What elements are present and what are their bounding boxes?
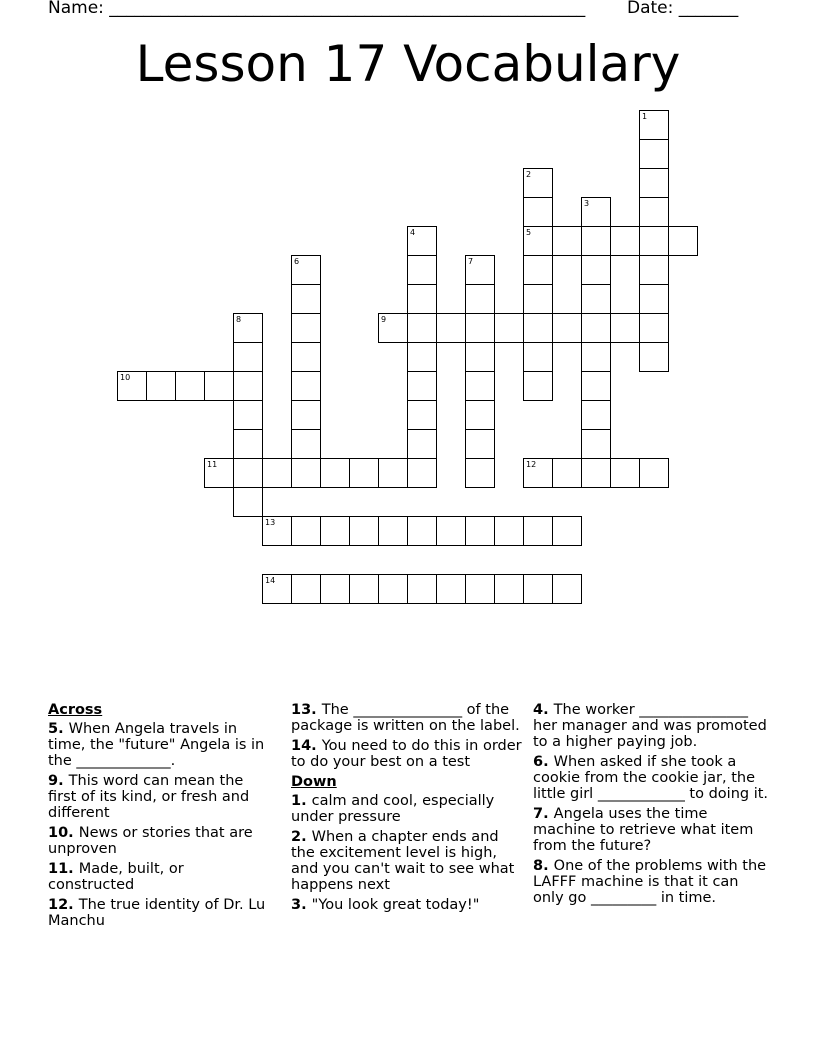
crossword-cell[interactable] xyxy=(465,458,495,488)
clue-number-label: 4. xyxy=(533,702,554,718)
crossword-cell[interactable] xyxy=(349,516,379,546)
clue-item xyxy=(48,721,274,769)
clue-number: 11 xyxy=(207,460,218,469)
crossword-cell[interactable] xyxy=(581,371,611,401)
crossword-cell[interactable] xyxy=(436,516,466,546)
crossword-cell[interactable] xyxy=(117,371,147,401)
crossword-cell[interactable] xyxy=(465,255,495,285)
crossword-cell[interactable] xyxy=(552,574,582,604)
clue-text: When Angela travels in time, the "future" Angela is in the _____________. xyxy=(48,721,265,769)
page-title: Lesson 17 Vocabulary xyxy=(135,35,681,93)
crossword-cell[interactable] xyxy=(494,574,524,604)
crossword-cell[interactable] xyxy=(262,574,292,604)
crossword-cell[interactable] xyxy=(320,516,350,546)
crossword-cell[interactable] xyxy=(581,226,611,256)
clue-number-label: 7. xyxy=(533,806,554,822)
crossword-cell[interactable] xyxy=(552,458,582,488)
crossword-cell[interactable] xyxy=(291,400,321,430)
clue-item xyxy=(533,858,769,906)
crossword-cell[interactable] xyxy=(639,255,669,285)
clue-number: 5 xyxy=(526,228,532,237)
name-field-label: Name: ________________________________________________________ xyxy=(48,0,586,18)
crossword-cell[interactable] xyxy=(407,371,437,401)
crossword-cell[interactable] xyxy=(233,313,263,343)
crossword-cell[interactable] xyxy=(581,458,611,488)
crossword-cell[interactable] xyxy=(262,458,292,488)
crossword-cell[interactable] xyxy=(523,516,553,546)
crossword-cell[interactable] xyxy=(233,458,263,488)
clue-item xyxy=(291,829,523,893)
clue-number-label: 6. xyxy=(533,754,554,770)
crossword-cell[interactable] xyxy=(552,226,582,256)
clue-number: 8 xyxy=(236,315,242,324)
crossword-cell[interactable] xyxy=(581,313,611,343)
clue-text: You need to do this in order to do your best on a test xyxy=(291,738,522,770)
crossword-cell[interactable] xyxy=(610,313,640,343)
crossword-cell[interactable] xyxy=(465,574,495,604)
clue-number-label: 8. xyxy=(533,858,554,874)
clue-number: 6 xyxy=(294,257,300,266)
crossword-cell[interactable] xyxy=(291,284,321,314)
crossword-cell[interactable] xyxy=(523,371,553,401)
crossword-cell[interactable] xyxy=(523,226,553,256)
crossword-cell[interactable] xyxy=(407,458,437,488)
crossword-cell[interactable] xyxy=(639,226,669,256)
crossword-cell[interactable] xyxy=(465,313,495,343)
crossword-cell[interactable] xyxy=(407,284,437,314)
crossword-cell[interactable] xyxy=(494,313,524,343)
clue-number-label: 3. xyxy=(291,897,312,913)
crossword-cell[interactable] xyxy=(233,487,263,517)
crossword-cell[interactable] xyxy=(639,313,669,343)
crossword-cell[interactable] xyxy=(146,371,176,401)
crossword-cell[interactable] xyxy=(349,574,379,604)
crossword-cell[interactable] xyxy=(581,284,611,314)
crossword-cell[interactable] xyxy=(175,371,205,401)
crossword-cell[interactable] xyxy=(407,574,437,604)
crossword-cell[interactable] xyxy=(465,400,495,430)
crossword-cell[interactable] xyxy=(581,429,611,459)
crossword-cell[interactable] xyxy=(291,516,321,546)
crossword-cell[interactable] xyxy=(552,313,582,343)
crossword-cell[interactable] xyxy=(610,226,640,256)
crossword-cell[interactable] xyxy=(523,574,553,604)
crossword-cell[interactable] xyxy=(291,429,321,459)
crossword-cell[interactable] xyxy=(523,168,553,198)
clue-number-label: 2. xyxy=(291,829,312,845)
crossword-cell[interactable] xyxy=(639,168,669,198)
crossword-cell[interactable] xyxy=(291,574,321,604)
clue-number: 10 xyxy=(120,373,131,382)
clue-item xyxy=(533,702,769,750)
clue-text: "You look great today!" xyxy=(311,897,480,913)
clue-text: When a chapter ends and the excitement level is high, and you can't wait to see what happens next xyxy=(291,829,515,893)
clue-item xyxy=(291,738,523,770)
clue-number-label: 11. xyxy=(48,861,79,877)
crossword-cell[interactable] xyxy=(233,371,263,401)
crossword-cell[interactable] xyxy=(581,255,611,285)
clue-item xyxy=(48,897,274,929)
clue-number: 13 xyxy=(265,518,276,527)
clue-text: This word can mean the first of its kind, or fresh and different xyxy=(48,773,250,821)
crossword-cell[interactable] xyxy=(407,400,437,430)
crossword-cell[interactable] xyxy=(407,342,437,372)
crossword-cell[interactable] xyxy=(523,313,553,343)
crossword-cell[interactable] xyxy=(204,371,234,401)
crossword-cell[interactable] xyxy=(610,458,640,488)
clue-number: 1 xyxy=(642,112,648,121)
clue-text: Made, built, or constructed xyxy=(48,861,184,893)
clue-number: 3 xyxy=(584,199,590,208)
crossword-cell[interactable] xyxy=(204,458,234,488)
clues-column-1 xyxy=(48,702,274,933)
clue-item xyxy=(48,825,274,857)
crossword-cell[interactable] xyxy=(581,342,611,372)
crossword-cell[interactable] xyxy=(233,342,263,372)
crossword-cell[interactable] xyxy=(378,458,408,488)
clue-number: 14 xyxy=(265,576,276,585)
crossword-cell[interactable] xyxy=(639,139,669,169)
clue-item xyxy=(48,861,274,893)
crossword-cell[interactable] xyxy=(436,313,466,343)
crossword-cell[interactable] xyxy=(291,255,321,285)
clue-text: The _______________ of the package is written on the label. xyxy=(291,702,520,734)
crossword-cell[interactable] xyxy=(465,516,495,546)
crossword-cell[interactable] xyxy=(639,342,669,372)
crossword-cell[interactable] xyxy=(494,516,524,546)
crossword-cell[interactable] xyxy=(523,342,553,372)
clues-column-2 xyxy=(291,702,523,917)
clue-number-label: 13. xyxy=(291,702,322,718)
clue-number: 9 xyxy=(381,315,387,324)
clue-text: Angela uses the time machine to retrieve what item from the future? xyxy=(533,806,754,854)
crossword-cell[interactable] xyxy=(552,516,582,546)
crossword-cell[interactable] xyxy=(378,516,408,546)
clue-number-label: 14. xyxy=(291,738,322,754)
clue-item xyxy=(533,806,769,854)
crossword-cell[interactable] xyxy=(523,255,553,285)
crossword-cell[interactable] xyxy=(291,313,321,343)
crossword-cell[interactable] xyxy=(639,458,669,488)
crossword-cell[interactable] xyxy=(233,400,263,430)
across-heading: Across xyxy=(48,702,103,718)
crossword-cell[interactable] xyxy=(407,516,437,546)
crossword-cell[interactable] xyxy=(639,197,669,227)
clue-number: 4 xyxy=(410,228,416,237)
clue-number: 12 xyxy=(526,460,537,469)
crossword-cell[interactable] xyxy=(407,226,437,256)
crossword-cell[interactable] xyxy=(320,458,350,488)
clue-item xyxy=(48,773,274,821)
crossword-cell[interactable] xyxy=(465,429,495,459)
down-heading: Down xyxy=(291,774,337,790)
crossword-cell[interactable] xyxy=(639,110,669,140)
crossword-cell[interactable] xyxy=(465,342,495,372)
clue-number-label: 9. xyxy=(48,773,69,789)
crossword-cell[interactable] xyxy=(291,342,321,372)
clue-text: One of the problems with the LAFFF machine is that it can only go _________ in time. xyxy=(533,858,767,906)
clue-number: 2 xyxy=(526,170,532,179)
crossword-cell[interactable] xyxy=(436,574,466,604)
crossword-cell[interactable] xyxy=(407,429,437,459)
clue-number-label: 12. xyxy=(48,897,79,913)
crossword-cell[interactable] xyxy=(581,400,611,430)
crossword-cell[interactable] xyxy=(523,458,553,488)
crossword-cell[interactable] xyxy=(407,313,437,343)
crossword-cell[interactable] xyxy=(320,574,350,604)
crossword-cell[interactable] xyxy=(233,429,263,459)
clue-text: calm and cool, especially under pressure xyxy=(291,793,495,825)
crossword-cell[interactable] xyxy=(523,197,553,227)
crossword-cell[interactable] xyxy=(407,255,437,285)
crossword-cell[interactable] xyxy=(349,458,379,488)
clue-text: The worker _______________ her manager and was promoted to a higher paying job. xyxy=(533,702,767,750)
clue-item xyxy=(291,702,523,734)
crossword-cell[interactable] xyxy=(465,371,495,401)
crossword-cell[interactable] xyxy=(465,284,495,314)
crossword-cell[interactable] xyxy=(291,371,321,401)
crossword-cell[interactable] xyxy=(639,284,669,314)
crossword-cell[interactable] xyxy=(668,226,698,256)
crossword-cell[interactable] xyxy=(523,284,553,314)
clues-column-3 xyxy=(533,702,769,910)
date-field-label: Date: _______ xyxy=(627,0,739,18)
clue-item xyxy=(291,897,523,913)
crossword-cell[interactable] xyxy=(581,197,611,227)
clue-number-label: 10. xyxy=(48,825,79,841)
clue-number-label: 5. xyxy=(48,721,69,737)
clue-number-label: 1. xyxy=(291,793,312,809)
clue-text: The true identity of Dr. Lu Manchu xyxy=(48,897,266,929)
crossword-cell[interactable] xyxy=(291,458,321,488)
clue-text: When asked if she took a cookie from the cookie jar, the little girl ____________ to doing it. xyxy=(533,754,769,802)
clue-item xyxy=(533,754,769,802)
crossword-cell[interactable] xyxy=(262,516,292,546)
crossword-cell[interactable] xyxy=(378,574,408,604)
crossword-cell[interactable] xyxy=(378,313,408,343)
clue-number: 7 xyxy=(468,257,474,266)
clue-text: News or stories that are unproven xyxy=(48,825,253,857)
clue-item xyxy=(291,793,523,825)
